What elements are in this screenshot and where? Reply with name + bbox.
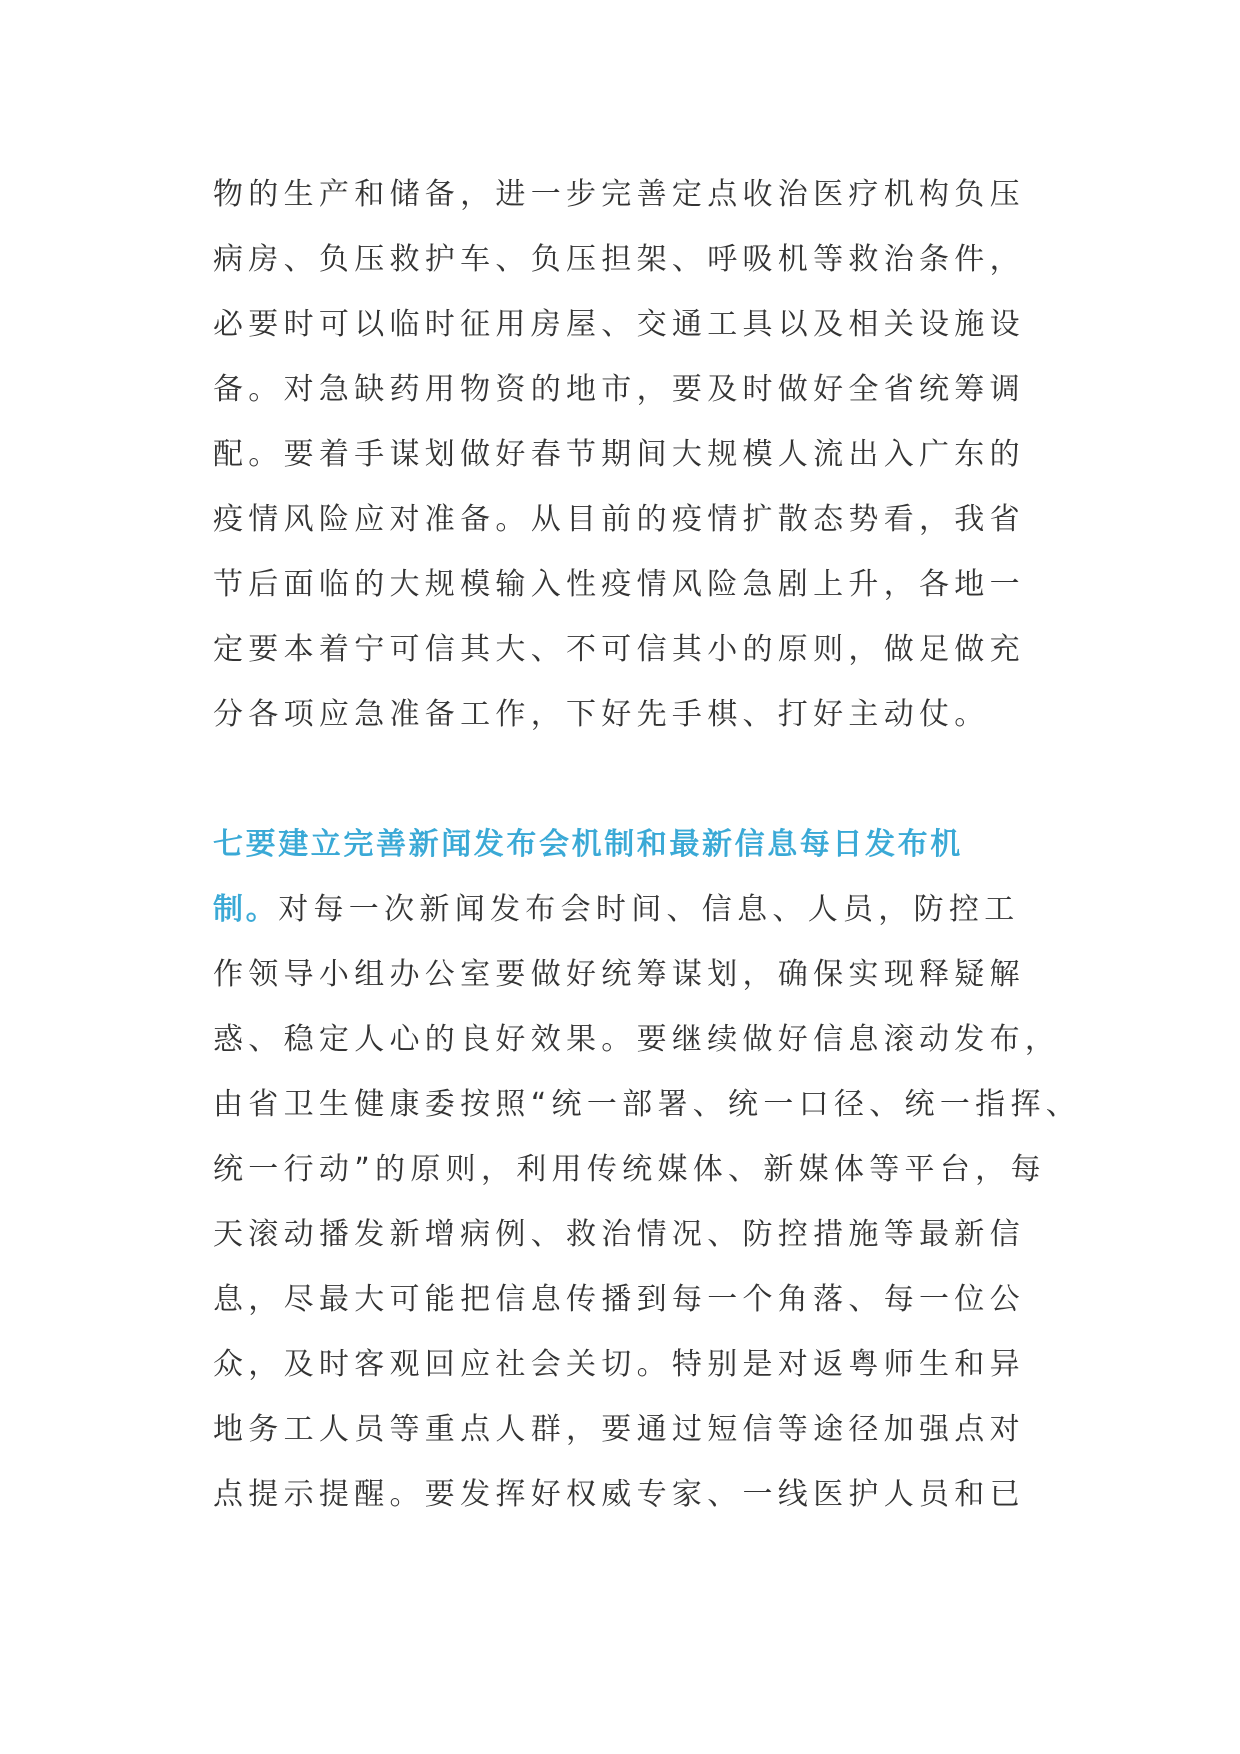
text-line: 配。要着手谋划做好春节期间大规模人流出入广东的 [213, 437, 1025, 472]
text-line: 病房、负压救护车、负压担架、呼吸机等救治条件， [213, 242, 1025, 277]
text-line: 定要本着宁可信其大、不可信其小的原则，做足做充 [213, 632, 1025, 667]
text-line [213, 890, 1020, 930]
text-line: 疫情风险应对准备。从目前的疫情扩散态势看，我省 [213, 502, 1025, 537]
text-line: 统一行动”的原则，利用传统媒体、新媒体等平台，每 [213, 1152, 1046, 1187]
text-line: 息，尽最大可能把信息传播到每一个角落、每一位公 [213, 1282, 1025, 1317]
text-line: 由省卫生健康委按照“统一部署、统一口径、统一指挥、 [213, 1087, 1082, 1122]
section-heading-end: 制。 [213, 892, 279, 927]
text-span: 对每一次新闻发布会时间、信息、人员，防控工 [278, 892, 1020, 927]
text-line: 地务工人员等重点人群，要通过短信等途径加强点对 [213, 1412, 1025, 1447]
text-line: 必要时可以临时征用房屋、交通工具以及相关设施设 [213, 307, 1025, 342]
text-line: 节后面临的大规模输入性疫情风险急剧上升，各地一 [213, 567, 1025, 602]
text-line: 备。对急缺药用物资的地市，要及时做好全省统筹调 [213, 372, 1025, 407]
section-heading: 七要建立完善新闻发布会机制和最新信息每日发布机 [213, 827, 963, 862]
text-line: 物的生产和储备，进一步完善定点收治医疗机构负压 [213, 177, 1025, 212]
text-line: 天滚动播发新增病例、救治情况、防控措施等最新信 [213, 1217, 1025, 1252]
text-line: 分各项应急准备工作，下好先手棋、打好主动仗。 [213, 697, 990, 732]
text-line: 作领导小组办公室要做好统筹谋划，确保实现释疑解 [213, 957, 1025, 992]
text-line: 点提示提醒。要发挥好权威专家、一线医护人员和已 [213, 1477, 1025, 1512]
text-line: 众，及时客观回应社会关切。特别是对返粤师生和异 [213, 1347, 1025, 1382]
text-line: 惑、稳定人心的良好效果。要继续做好信息滚动发布， [213, 1022, 1061, 1057]
